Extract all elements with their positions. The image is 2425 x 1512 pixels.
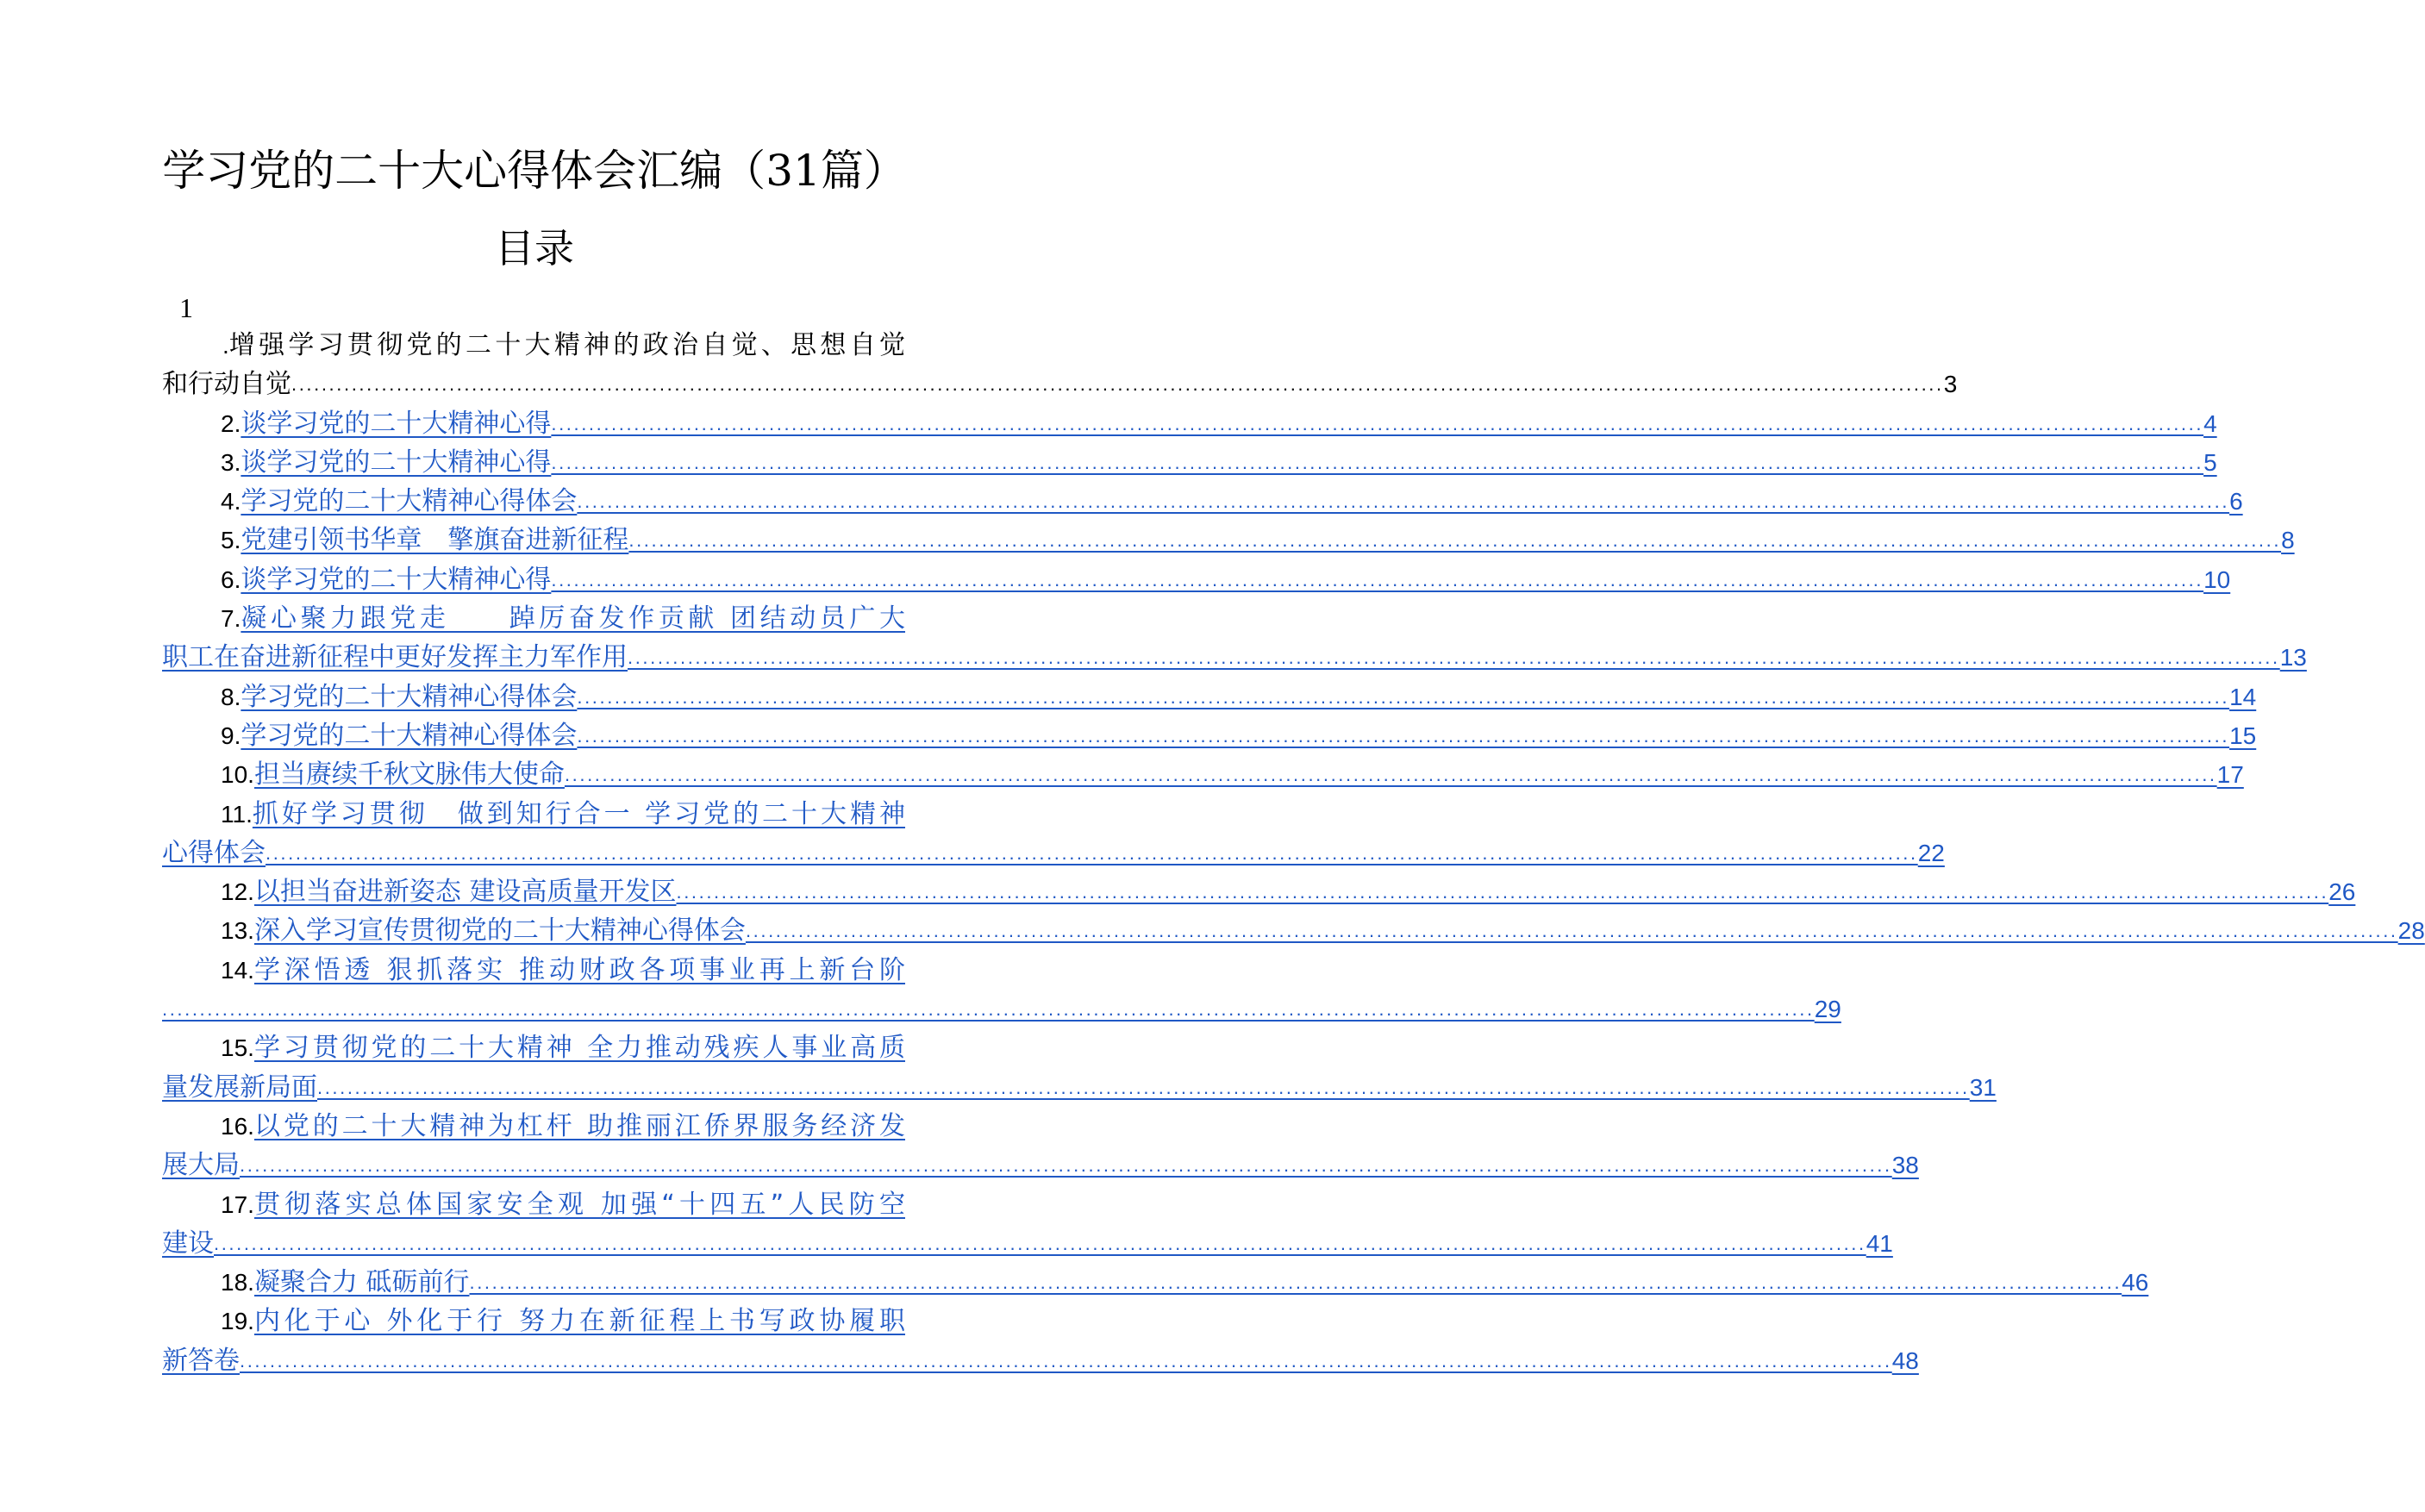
toc-dot-leader: ............................................................................................................................................................................................................................ [745, 920, 2398, 942]
toc-entry-page[interactable]: 41 [1866, 1229, 1893, 1257]
toc-dot-leader: ............................................................................................................................................................................................................................ [676, 881, 2329, 903]
toc-entry-line2 [162, 1068, 1997, 1107]
toc-heading: 目录 [495, 225, 574, 272]
toc-entry-title-cont[interactable]: 展大局 [162, 1150, 240, 1181]
toc-entry-line1 [221, 1263, 2149, 1302]
toc-entry-page[interactable]: 29 [1814, 996, 1841, 1023]
toc-dot-leader: ............................................................................................................................................................................................................................ [469, 1271, 2122, 1294]
toc-entry-line2 [162, 365, 1958, 403]
toc-entry[interactable] [162, 872, 2356, 911]
toc-dot-leader: ............................................................................................................................................................................................................................ [551, 412, 2204, 434]
toc-entry-title[interactable]: 抓好学习贯彻 做到知行合一 学习党的二十大精神 [252, 798, 905, 829]
toc-entry[interactable] [162, 1028, 1997, 1107]
table-of-contents [162, 326, 2425, 1380]
toc-entry-page[interactable]: 4 [2203, 409, 2217, 437]
toc-entry-title[interactable]: 谈学习党的二十大精神心得 [241, 408, 552, 439]
toc-entry-number: 14. [221, 956, 254, 984]
toc-entry-title[interactable]: 凝聚合力 砥砺前行 [253, 1267, 470, 1298]
toc-entry-line1 [221, 443, 2217, 482]
toc-entry-title[interactable]: 凝心聚力跟党走 踔厉奋发作贡献 团结动员广大 [241, 603, 905, 634]
toc-entry-page[interactable]: 6 [2229, 488, 2243, 515]
toc-entry-line1 [221, 716, 2257, 755]
toc-entry[interactable] [162, 795, 1945, 873]
toc-entry[interactable] [162, 443, 2217, 482]
toc-entry-line1 [221, 911, 2425, 950]
toc-entry-page[interactable]: 8 [2281, 527, 2295, 554]
toc-entry-number: 6. [221, 565, 241, 593]
toc-entry-line1 [221, 1302, 905, 1340]
toc-entry-number: 9. [221, 722, 241, 749]
toc-entry[interactable] [162, 716, 2257, 755]
toc-dot-leader: ............................................................................................................................................................................................................................ [577, 490, 2230, 513]
toc-dot-leader: ............................................................................................................................................................................................................................ [266, 841, 1918, 864]
toc-entry-line2 [162, 638, 2307, 677]
toc-entry-title[interactable]: 谈学习党的二十大精神心得 [241, 447, 552, 478]
toc-entry-line1 [221, 1185, 905, 1224]
toc-dot-leader: ............................................................................................................................................................................................................................ [577, 685, 2230, 708]
toc-entry-title[interactable]: 以担当奋进新姿态 建设高质量开发区 [253, 877, 677, 908]
toc-dot-leader: ............................................................................................................................................................................................................................ [162, 998, 1815, 1021]
toc-entry-number: 8. [221, 683, 241, 710]
toc-entry-line2 [162, 1146, 1919, 1184]
toc-entry-title[interactable]: 党建引领书华章 擎旗奋进新征程 [241, 525, 629, 556]
toc-entry-page[interactable]: 26 [2328, 878, 2356, 906]
toc-entry[interactable] [162, 560, 2231, 599]
toc-entry-page[interactable]: 5 [2203, 448, 2217, 476]
toc-entry[interactable] [162, 911, 2425, 950]
toc-entry-title-cont[interactable]: 职工在奋进新征程中更好发挥主力军作用 [162, 642, 628, 673]
toc-entry-page[interactable]: 14 [2229, 683, 2257, 710]
toc-entry-title[interactable]: 担当赓续千秋文脉伟大使命 [253, 759, 565, 790]
toc-entry-line1 [221, 1107, 905, 1146]
toc-entry-number: 5. [221, 527, 241, 554]
toc-entry-line1 [221, 795, 905, 834]
toc-dot-leader: ............................................................................................................................................................................................................................ [628, 529, 2282, 552]
toc-entry-page[interactable]: 22 [1917, 839, 1945, 866]
toc-entry-title-cont[interactable]: 心得体会 [162, 837, 266, 868]
toc-entry-page[interactable]: 31 [1969, 1073, 1997, 1101]
toc-entry-number: 12. [221, 878, 254, 906]
toc-entry-line2 [162, 1224, 1893, 1263]
toc-entry-title[interactable]: 深入学习宣传贯彻党的二十大精神心得体会 [253, 915, 746, 947]
toc-entry[interactable] [162, 404, 2217, 443]
toc-entry[interactable] [162, 951, 1841, 1029]
toc-entry-page[interactable]: 10 [2203, 565, 2231, 593]
toc-entry-line1 [221, 872, 2356, 911]
title-suffix: 篇） [820, 146, 907, 196]
toc-entry-number: 19. [221, 1308, 254, 1335]
toc-entry[interactable] [162, 1263, 2149, 1302]
toc-entry [162, 326, 1958, 404]
toc-entry-number: 10. [221, 761, 254, 789]
toc-entry-line1 [221, 755, 2244, 794]
toc-entry-title: 增强学习贯彻党的二十大精神的政治自觉、思想自觉 [228, 330, 905, 360]
toc-dot-leader: ............................................................................................................................................................................................................................ [291, 373, 1944, 396]
toc-entry-title[interactable]: 学习党的二十大精神心得体会 [241, 681, 578, 712]
toc-entry-page[interactable]: 28 [2397, 917, 2425, 945]
toc-entry-title[interactable]: 学深悟透 狠抓落实 推动财政各项事业再上新台阶 [253, 954, 905, 985]
toc-entry[interactable] [162, 1107, 1919, 1185]
toc-entry-title-cont[interactable]: 新答卷 [162, 1345, 240, 1376]
toc-entry-page[interactable]: 46 [2122, 1269, 2149, 1296]
toc-entry-title-cont: 和行动自觉 [162, 369, 291, 400]
toc-entry[interactable] [162, 521, 2295, 559]
toc-dot-leader: ............................................................................................................................................................................................................................ [317, 1076, 1970, 1098]
toc-entry-number: 7. [221, 605, 241, 633]
toc-entry-title[interactable]: 内化于心 外化于行 努力在新征程上书写政协履职 [253, 1306, 905, 1337]
toc-entry[interactable] [162, 678, 2257, 716]
toc-entry-line1 [221, 678, 2257, 716]
toc-entry-page[interactable]: 13 [2279, 644, 2307, 672]
page-number-mark: 1 [179, 292, 193, 323]
toc-entry-number: 13. [221, 917, 254, 945]
toc-entry-number: 2. [221, 409, 241, 437]
toc-entry-line1 [222, 326, 905, 365]
toc-entry-line2 [162, 1341, 1919, 1380]
toc-dot-leader: ............................................................................................................................................................................................................................ [577, 724, 2230, 747]
toc-entry-line2 [162, 990, 1841, 1028]
toc-entry-line1 [221, 951, 905, 990]
toc-entry-number: 3. [221, 448, 241, 476]
toc-entry-title[interactable]: 学习贯彻党的二十大精神 全力推动残疾人事业高质 [253, 1033, 905, 1064]
toc-entry-page: 3 [1943, 371, 1958, 398]
toc-dot-leader: ............................................................................................................................................................................................................................ [551, 568, 2204, 590]
toc-entry-title-cont[interactable]: 建设 [162, 1228, 214, 1259]
toc-entry-title[interactable]: 以党的二十大精神为杠杆 助推丽江侨界服务经济发 [253, 1110, 905, 1141]
toc-entry-title[interactable]: 贯彻落实总体国家安全观 加强“十四五”人民防空 [253, 1189, 905, 1220]
toc-entry-title[interactable]: 学习党的二十大精神心得体会 [241, 486, 578, 517]
document-title [0, 141, 1069, 201]
toc-dot-leader: ............................................................................................................................................................................................................................ [564, 764, 2217, 786]
toc-entry-number: . [222, 332, 229, 359]
title-number: 31 [766, 146, 821, 196]
toc-entry[interactable] [162, 599, 2307, 678]
toc-entry[interactable] [162, 1302, 1919, 1380]
toc-entry[interactable] [162, 1185, 1893, 1264]
toc-entry-line1 [221, 404, 2217, 443]
toc-dot-leader: ............................................................................................................................................................................................................................ [551, 451, 2204, 473]
toc-dot-leader: ............................................................................................................................................................................................................................ [240, 1154, 1892, 1177]
title-prefix: 学习党的二十大心得体会汇编（ [162, 146, 766, 196]
toc-entry-title[interactable]: 学习党的二十大精神心得体会 [241, 720, 578, 751]
toc-entry-number: 17. [221, 1190, 254, 1218]
toc-entry-title[interactable]: 谈学习党的二十大精神心得 [241, 564, 552, 595]
toc-entry-line1 [221, 521, 2295, 559]
toc-entry-page[interactable]: 15 [2229, 722, 2257, 749]
toc-dot-leader: ............................................................................................................................................................................................................................ [214, 1232, 1866, 1254]
toc-entry-number: 18. [221, 1269, 254, 1296]
toc-entry-line1 [221, 482, 2243, 521]
toc-dot-leader: ............................................................................................................................................................................................................................ [240, 1349, 1892, 1371]
toc-entry-title-cont[interactable]: 量发展新局面 [162, 1072, 317, 1103]
toc-entry-line1 [221, 1028, 905, 1067]
toc-entry-number: 11. [221, 800, 253, 828]
toc-entry[interactable] [162, 755, 2244, 794]
toc-entry-number: 16. [221, 1112, 254, 1140]
toc-entry-line1 [221, 599, 905, 638]
toc-entry-number: 15. [221, 1034, 254, 1062]
toc-entry-line1 [221, 560, 2231, 599]
toc-entry-line2 [162, 834, 1945, 872]
toc-dot-leader: ............................................................................................................................................................................................................................ [628, 647, 2280, 669]
toc-entry-page[interactable]: 38 [1891, 1152, 1919, 1179]
toc-entry-number: 4. [221, 488, 241, 515]
toc-entry-page[interactable]: 48 [1891, 1346, 1919, 1374]
toc-entry[interactable] [162, 482, 2243, 521]
toc-entry-page[interactable]: 17 [2216, 761, 2244, 789]
